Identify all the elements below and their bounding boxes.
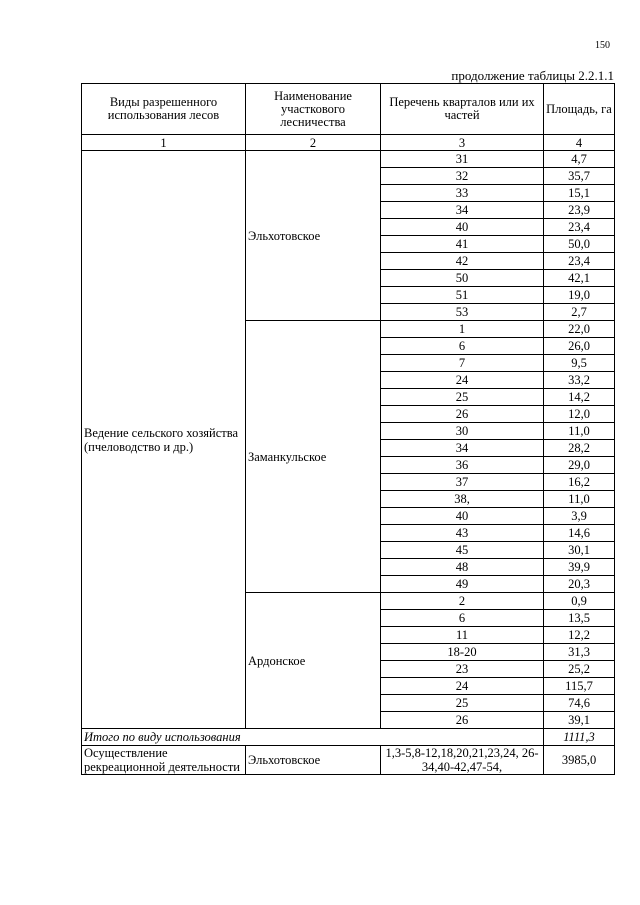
quarter-cell: 30 xyxy=(381,423,544,440)
use-type-cell: Ведение сельского хозяйства (пчеловодство и др.) xyxy=(82,151,246,729)
area-cell: 28,2 xyxy=(544,440,615,457)
area-cell: 29,0 xyxy=(544,457,615,474)
area-cell: 30,1 xyxy=(544,542,615,559)
area-cell: 14,6 xyxy=(544,525,615,542)
forestry-cell: Заманкульское xyxy=(246,321,381,593)
table-row xyxy=(82,746,615,775)
area-cell: 11,0 xyxy=(544,491,615,508)
quarter-cell: 25 xyxy=(381,389,544,406)
forest-use-table xyxy=(81,83,615,775)
quarter-cell: 51 xyxy=(381,287,544,304)
quarter-cell: 31 xyxy=(381,151,544,168)
area-cell: 15,1 xyxy=(544,185,615,202)
quarter-cell: 40 xyxy=(381,508,544,525)
quarter-cell: 26 xyxy=(381,406,544,423)
quarter-cell: 34 xyxy=(381,202,544,219)
quarter-cell: 6 xyxy=(381,338,544,355)
area-cell: 50,0 xyxy=(544,236,615,253)
quarter-cell: 49 xyxy=(381,576,544,593)
quarter-cell: 1 xyxy=(381,321,544,338)
quarter-cell: 6 xyxy=(381,610,544,627)
table-body xyxy=(82,151,615,775)
quarter-cell: 45 xyxy=(381,542,544,559)
quarter-cell: 32 xyxy=(381,168,544,185)
area-cell: 9,5 xyxy=(544,355,615,372)
quarter-cell: 48 xyxy=(381,559,544,576)
area-cell: 25,2 xyxy=(544,661,615,678)
area-cell: 0,9 xyxy=(544,593,615,610)
area-cell: 13,5 xyxy=(544,610,615,627)
area-cell: 39,9 xyxy=(544,559,615,576)
quarter-cell: 24 xyxy=(381,678,544,695)
quarter-cell: 53 xyxy=(381,304,544,321)
area-cell: 3,9 xyxy=(544,508,615,525)
column-number: 2 xyxy=(246,135,381,151)
forestry-cell: Ардонское xyxy=(246,593,381,729)
area-cell: 39,1 xyxy=(544,712,615,729)
area-cell: 35,7 xyxy=(544,168,615,185)
page-number: 150 xyxy=(595,40,610,51)
quarter-cell: 34 xyxy=(381,440,544,457)
area-cell: 23,4 xyxy=(544,219,615,236)
area-cell: 33,2 xyxy=(544,372,615,389)
area-cell: 4,7 xyxy=(544,151,615,168)
total-row xyxy=(82,729,615,746)
table-row xyxy=(82,151,615,168)
area-cell: 19,0 xyxy=(544,287,615,304)
quarter-cell: 43 xyxy=(381,525,544,542)
header-use-type: Виды разрешенного использования лесов xyxy=(82,84,246,135)
use-type-cell: Осуществление рекреационной деятельности xyxy=(82,746,246,775)
quarter-cell: 50 xyxy=(381,270,544,287)
area-cell: 2,7 xyxy=(544,304,615,321)
quarter-cell: 36 xyxy=(381,457,544,474)
header-area: Площадь, га xyxy=(544,84,615,135)
header-forestry: Наименование участкового лесничества xyxy=(246,84,381,135)
area-cell: 3985,0 xyxy=(544,746,615,775)
quarter-cell: 1,3-5,8-12,18,20,21,23,24, 26-34,40-42,47-54, xyxy=(381,746,544,775)
quarter-cell: 42 xyxy=(381,253,544,270)
forestry-cell: Эльхотовское xyxy=(246,746,381,775)
quarter-cell: 33 xyxy=(381,185,544,202)
quarter-cell: 23 xyxy=(381,661,544,678)
forestry-cell: Эльхотовское xyxy=(246,151,381,321)
quarter-cell: 7 xyxy=(381,355,544,372)
area-cell: 23,9 xyxy=(544,202,615,219)
area-cell: 74,6 xyxy=(544,695,615,712)
column-number: 4 xyxy=(544,135,615,151)
area-cell: 12,2 xyxy=(544,627,615,644)
quarter-cell: 26 xyxy=(381,712,544,729)
table-caption: продолжение таблицы 2.2.1.1 xyxy=(451,68,614,83)
quarter-cell: 37 xyxy=(381,474,544,491)
area-cell: 11,0 xyxy=(544,423,615,440)
quarter-cell: 25 xyxy=(381,695,544,712)
area-cell: 23,4 xyxy=(544,253,615,270)
quarter-cell: 38, xyxy=(381,491,544,508)
quarter-cell: 41 xyxy=(381,236,544,253)
quarter-cell: 24 xyxy=(381,372,544,389)
quarter-cell: 18-20 xyxy=(381,644,544,661)
area-cell: 22,0 xyxy=(544,321,615,338)
area-cell: 14,2 xyxy=(544,389,615,406)
column-number: 3 xyxy=(381,135,544,151)
total-label: Итого по виду использования xyxy=(82,729,544,746)
header-quarters: Перечень кварталов или их частей xyxy=(381,84,544,135)
area-cell: 42,1 xyxy=(544,270,615,287)
area-cell: 26,0 xyxy=(544,338,615,355)
area-cell: 115,7 xyxy=(544,678,615,695)
column-number: 1 xyxy=(82,135,246,151)
total-value: 1111,3 xyxy=(544,729,615,746)
area-cell: 31,3 xyxy=(544,644,615,661)
quarter-cell: 40 xyxy=(381,219,544,236)
quarter-cell: 11 xyxy=(381,627,544,644)
area-cell: 20,3 xyxy=(544,576,615,593)
area-cell: 12,0 xyxy=(544,406,615,423)
area-cell: 16,2 xyxy=(544,474,615,491)
quarter-cell: 2 xyxy=(381,593,544,610)
